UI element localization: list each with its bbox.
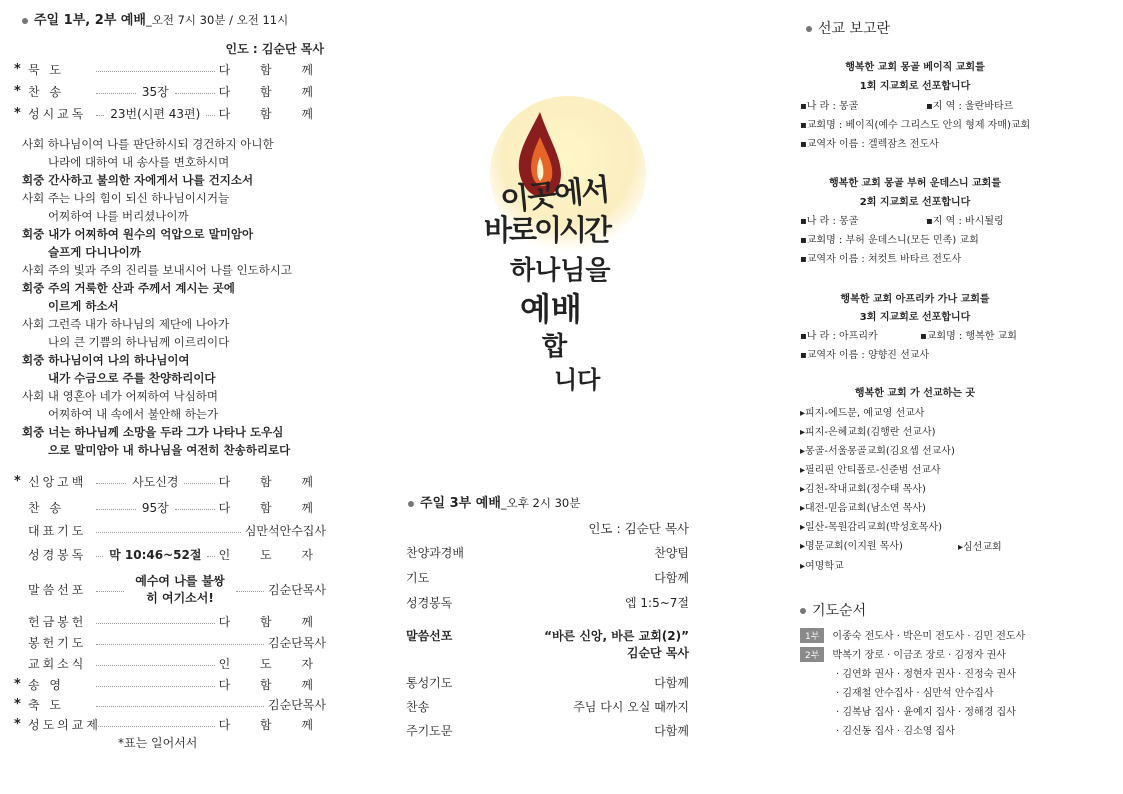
service3-value: [544, 627, 689, 661]
support-item: ▸몽골-서울몽골교회(김요셉 선교사): [800, 446, 955, 457]
leader-dots: [96, 665, 215, 666]
bullet-icon: [806, 26, 812, 32]
m1-country: ▪나 라 : 몽골: [800, 101, 859, 112]
service3-label: 성경봉독: [406, 596, 453, 610]
prayer-tag: 2부: [800, 647, 824, 662]
order-row: [14, 545, 326, 563]
prayer-row-2: [800, 646, 1006, 662]
sermon-preacher: 김순단 목사: [626, 646, 689, 660]
leader-dots: [175, 93, 215, 94]
stand-marker: *: [14, 473, 21, 489]
support-item: ▸피지-은혜교회(김행란 선교사): [800, 427, 936, 438]
service3-time: _오후 2시 30분: [500, 496, 581, 510]
leader-dots: [96, 509, 136, 510]
service3-row: [406, 722, 689, 739]
bullet-icon: [22, 18, 28, 24]
support-item: ▸명문교회(이지원 목사): [800, 541, 903, 552]
order-row: [14, 695, 326, 713]
order-label: 묵 도: [28, 62, 64, 77]
order-label: 말씀선포: [28, 582, 87, 597]
prayer-names: · 김신동 집사 · 김소영 집사: [836, 726, 955, 737]
leader-dots: [96, 483, 126, 484]
m2-church: ▪교회명 : 부허 운데스니(모든 민족) 교회: [800, 235, 979, 246]
calligraphy-line-2: 바로이시간: [484, 213, 610, 247]
order-label: 헌금봉헌: [28, 614, 87, 629]
reading-line: 사회 내 영혼아 네가 어찌하여 낙심하며: [22, 389, 219, 403]
prayer-names: · 김복남 집사 · 윤예지 집사 · 정해경 집사: [836, 707, 1016, 718]
m3-head2: 3회 지교회로 선포합니다: [859, 312, 971, 323]
leader-dots: [96, 686, 215, 687]
stand-marker: *: [14, 716, 21, 732]
m3-pastor: ▪교역자 이름 : 양향진 선교사: [800, 350, 930, 361]
service3-label: 찬송: [406, 700, 430, 714]
mission-title: [806, 18, 890, 38]
reading-line: 회중 하나님이여 나의 하나님이여: [22, 353, 190, 367]
service3-title-text: 주일 3부 예배: [420, 496, 501, 511]
m2-head2: 2회 지교회로 선포합니다: [859, 197, 971, 208]
reading-line: 나의 큰 기쁨의 하나님께 이르리이다: [48, 335, 230, 349]
order-label: 성도의교제: [28, 717, 101, 732]
order-label: 찬 송: [28, 500, 64, 515]
order-label: 찬 송: [28, 84, 64, 99]
order-person: 다 함 께: [218, 500, 326, 515]
leader-dots: [184, 483, 214, 484]
reading-line: 사회 주의 빛과 주의 진리를 보내시어 나를 인도하시고: [22, 263, 292, 277]
m1-region: ▪지 역 : 울란바타르: [926, 101, 1014, 112]
calligraphy-line-4: 예배: [520, 290, 582, 328]
order-person: 인 도 자: [218, 656, 326, 671]
leader-dots: [96, 623, 215, 624]
leader-dots: [96, 115, 104, 116]
service3-label: 기도: [406, 571, 430, 585]
order-person: 김순단목사: [268, 582, 326, 597]
order-row: [14, 675, 326, 693]
reading-line: 나라에 대하여 내 송사를 변호하시며: [48, 155, 230, 169]
reading-line: 이르게 하소서: [48, 299, 119, 313]
reading-line: 회중 주의 거룩한 산과 주께서 계시는 곳에: [22, 281, 235, 295]
order-label: 봉헌기도: [28, 635, 87, 650]
leader-dots: [206, 115, 214, 116]
leader-dots: [96, 591, 124, 592]
order-person: 다 함 께: [218, 614, 326, 629]
order-person: 다 함 께: [218, 474, 326, 489]
service3-label: 말씀선포: [406, 629, 453, 643]
service3-value: 다함께: [654, 571, 689, 585]
leader-dots: [96, 726, 215, 727]
reading-line: 사회 하나님이여 나를 판단하시되 경건하지 아니한: [22, 137, 274, 151]
order-person: 다 함 께: [218, 84, 326, 99]
leader-dots: [96, 644, 264, 645]
order-row: [14, 654, 326, 672]
leader-dots: [96, 71, 215, 72]
leader-dots: [175, 509, 215, 510]
order-detail: 35장: [141, 84, 169, 99]
stand-marker: *: [14, 105, 21, 121]
reading-line: 사회 주는 나의 힘이 되신 하나님이시거늘: [22, 191, 230, 205]
prayer-row-1: [800, 627, 1025, 643]
service3-value: 다함께: [654, 676, 689, 690]
reading-line: 어찌하여 내 속에서 불안해 하는가: [48, 407, 219, 421]
order-label: 성시교독: [28, 106, 87, 121]
order-label: 대표기도: [28, 523, 87, 538]
leader-dots: [236, 591, 264, 592]
leader-dots: [96, 556, 103, 557]
support-head: 행복한 교회 가 선교하는 곳: [854, 388, 976, 399]
leader-dots: [96, 532, 241, 533]
order-detail: 사도신경: [132, 474, 179, 489]
order-person: 다 함 께: [218, 677, 326, 692]
service3-value: 찬양팀: [654, 546, 689, 560]
m3-country: ▪나 라 : 아프리카: [800, 331, 878, 342]
order-person: 김순단목사: [268, 697, 326, 712]
order-label: 성경봉독: [28, 547, 87, 562]
order-person: 다 함 께: [218, 62, 326, 77]
sermon-title: “바른 신앙, 바른 교회(2)”: [544, 629, 689, 643]
service3-value: 엡 1:5~7절: [624, 596, 689, 610]
support-last: ▸여명학교: [800, 561, 844, 572]
prayer-title-text: 기도순서: [812, 603, 867, 619]
calligraphy-line-1: 이곳에서: [498, 172, 610, 219]
service3-row: [406, 698, 689, 715]
calligraphy-line-5: 합: [542, 332, 568, 362]
stand-marker: *: [14, 83, 21, 99]
service3-leader: 인도 : 김순단 목사: [588, 521, 689, 536]
order-row: [14, 521, 326, 539]
m1-pastor: ▪교역자 이름 : 겔렉잠츠 전도사: [800, 139, 939, 150]
service3-label: 주기도문: [406, 724, 453, 738]
m2-pastor: ▪교역자 이름 : 쳐컷트 바타르 전도사: [800, 254, 962, 265]
prayer-names: 이종숙 전도사 · 박은미 전도사 · 김민 전도사: [832, 631, 1026, 642]
support-item: ▸일산-목원감리교회(박성호목사): [800, 522, 943, 533]
order-label: 송 영: [28, 677, 64, 692]
service3-row: [406, 674, 689, 691]
m3-head: 행복한 교회 아프리카 가나 교회를: [840, 294, 990, 305]
leader-line: 인도 : 김순단 목사: [225, 42, 324, 56]
prayer-names: · 김연화 권사 · 정현자 권사 · 진정숙 권사: [836, 669, 1016, 680]
leader-dots: [96, 93, 136, 94]
leader-dots: [96, 706, 264, 707]
m2-region: ▪지 역 : 바시될링: [926, 216, 1004, 227]
order-person: 김순단목사: [268, 635, 326, 650]
bullet-icon: [408, 501, 414, 507]
leader-dots: [207, 556, 214, 557]
prayer-names: 박복기 장로 · 이금조 장로 · 김정자 권사: [832, 650, 1006, 661]
reading-line: 회중 내가 어찌하여 원수의 억압으로 말미암아: [22, 227, 254, 241]
support-item: ▸피지-에드문, 예교영 선교사: [800, 408, 925, 419]
service-time: _오전 7시 30분 / 오전 11시: [145, 13, 289, 27]
order-row: [14, 472, 326, 490]
order-person: 심만석안수집사: [244, 523, 326, 538]
service3-row: [406, 594, 689, 611]
prayer-tag: 1부: [800, 628, 824, 643]
reading-line: 슬프게 다니나이까: [48, 245, 141, 259]
reading-line: 회중 간사하고 불의한 자에게서 나를 건지소서: [22, 173, 254, 187]
m1-church: ▪교회명 : 베이직(예수 그리스도 안의 형제 자매)교회: [800, 120, 1031, 131]
m2-country: ▪나 라 : 몽골: [800, 216, 859, 227]
mission-title-text: 선교 보고란: [818, 21, 891, 37]
service3-value: 주님 다시 오실 때까지: [573, 700, 689, 714]
stand-marker: *: [14, 61, 21, 77]
order-label: 신앙고백: [28, 474, 87, 489]
service3-label: 통성기도: [406, 676, 453, 690]
service-title: 주일 1부, 2부 예배: [34, 13, 146, 28]
order-row: [14, 715, 326, 733]
service3-row: [406, 627, 689, 661]
prayer-title: [800, 600, 866, 620]
m2-head: 행복한 교회 몽골 부허 운데스니 교회를: [829, 178, 1001, 189]
order-row: [14, 104, 326, 122]
service1-2-title: [22, 9, 288, 28]
reading-line: 회중 너는 하나님께 소망을 두라 그가 나타나 도우심: [22, 425, 284, 439]
reading-line: 어찌하여 나를 버리셨나이까: [48, 209, 189, 223]
order-row: [14, 82, 326, 100]
service3-row: [406, 569, 689, 586]
reading-line: 사회 그런즉 내가 하나님의 제단에 나아가: [22, 317, 230, 331]
order-person: 다 함 께: [218, 717, 326, 732]
order-row: [14, 633, 326, 651]
order-label: 축 도: [28, 697, 64, 712]
bullet-icon: [800, 608, 806, 614]
order-detail: 23번(시편 43편): [110, 106, 201, 121]
calligraphy-line-6: 니다: [554, 366, 601, 394]
order-row: [14, 572, 326, 606]
support-item: ▸김천-작내교회(정수태 목사): [800, 484, 926, 495]
m1-head2: 1회 지교회로 선포합니다: [859, 81, 971, 92]
service3-row: [406, 544, 689, 561]
order-row: [14, 498, 326, 516]
stand-marker: *: [14, 676, 21, 692]
order-label: 교회소식: [28, 656, 87, 671]
support-extra: ▸심선교회: [958, 542, 1002, 553]
order-detail: 95장: [141, 500, 169, 515]
calligraphy-art: [470, 82, 670, 412]
order-row: [14, 60, 326, 78]
support-item: ▸대전-믿음교회(남소연 목사): [800, 503, 926, 514]
m3-church: ▪교회명 : 행복한 교회: [920, 331, 1017, 342]
stand-marker: *: [14, 696, 21, 712]
order-row: [14, 612, 326, 630]
service3-title: [408, 492, 580, 511]
calligraphy-line-3: 하나님을: [510, 256, 611, 286]
service3-label: 찬양과경배: [406, 546, 464, 560]
standing-note: *표는 일어서서: [118, 736, 198, 750]
prayer-names: · 김재철 안수집사 · 심만석 안수집사: [836, 688, 994, 699]
order-person: 인 도 자: [218, 547, 327, 562]
support-item: ▸필리핀 안티폴로-신준범 선교사: [800, 465, 941, 476]
m1-head: 행복한 교회 몽골 베이직 교회를: [845, 62, 985, 73]
order-detail: 막 10:46~52절: [109, 547, 202, 562]
order-detail: 예수여 나를 불쌍히 여기소서!: [135, 574, 225, 605]
order-person: 다 함 께: [218, 106, 326, 121]
reading-line: 내가 수금으로 주를 찬양하리이다: [48, 371, 216, 385]
service3-value: 다함께: [654, 724, 689, 738]
reading-line: 으로 말미암아 내 하나님을 여전히 찬송하리로다: [48, 443, 291, 457]
